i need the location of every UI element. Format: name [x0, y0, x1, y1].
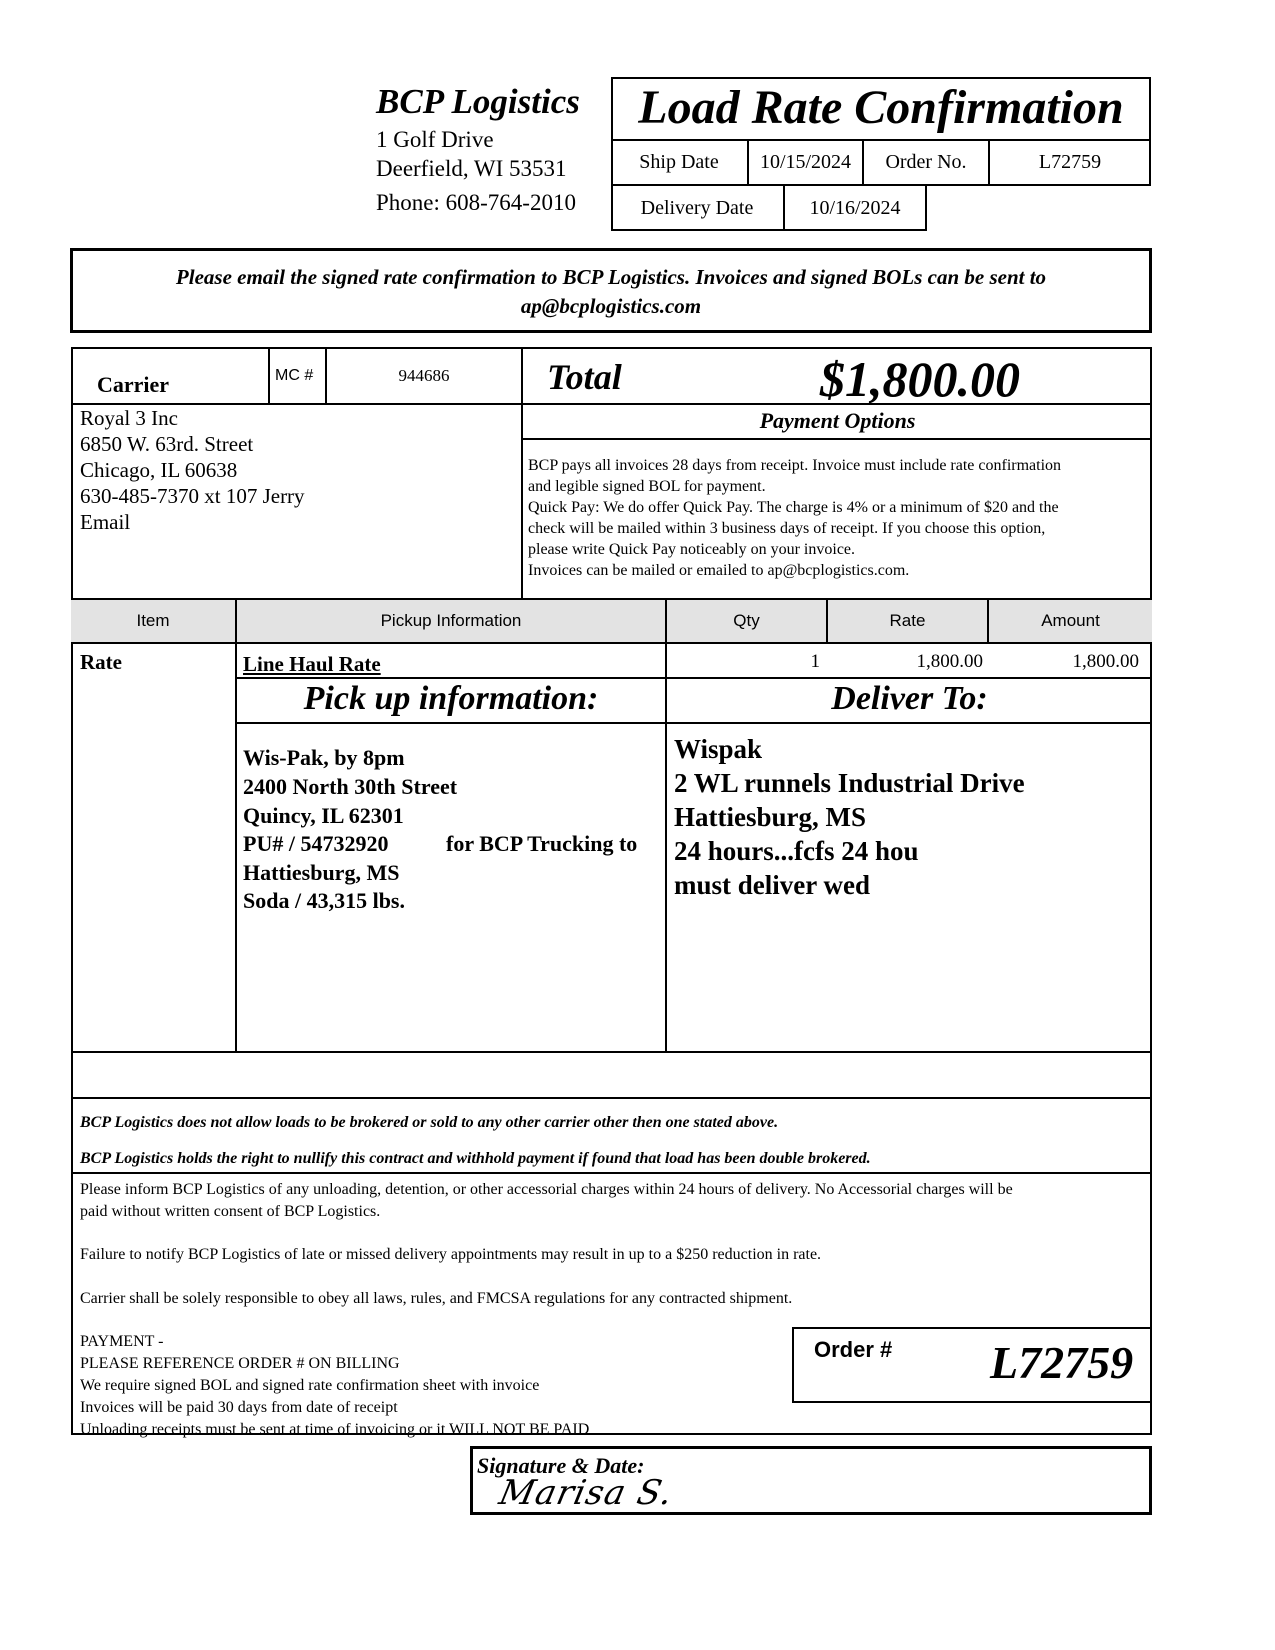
payment-options-title: Payment Options [759, 408, 916, 433]
email-notice-line1: Please email the signed rate confirmation to BCP Logistics. Invoices and signed BOLs can be sent to [175, 265, 1047, 289]
ship-date-label: Ship Date [639, 150, 719, 173]
total-label: Total [547, 357, 622, 397]
carrier-line: Royal 3 Inc [80, 406, 178, 430]
order-number-value: L72759 [990, 1337, 1134, 1388]
delivery-date-label: Delivery Date [640, 196, 754, 219]
table-row-rate: 1,800.00 [916, 651, 983, 672]
terms-accessorial-cont: paid without written consent of BCP Logistics. [80, 1203, 381, 1220]
delivery-line: 2 WL runnels Industrial Drive [674, 768, 1025, 798]
company-name: BCP Logistics [376, 82, 580, 121]
column-header-amount: Amount [1041, 611, 1100, 630]
terms-accessorial: Please inform BCP Logistics of any unloading, detention, or other accessorial charges within 24 hours of delivery. No Accessorial charges will be [80, 1181, 1013, 1198]
mc-value: 944686 [398, 366, 450, 385]
table-row-item: Rate [80, 650, 122, 674]
pickup-line: Quincy, IL 62301 [243, 803, 404, 828]
pickup-line: PU# / 54732920 [243, 831, 389, 856]
email-notice-line2: ap@bcplogistics.com [520, 294, 702, 318]
order-number-label: Order # [814, 1337, 893, 1362]
carrier-line: 630-485-7370 xt 107 Jerry [80, 484, 305, 508]
delivery-line: Wispak [674, 734, 763, 764]
column-header-item: Item [136, 611, 170, 630]
terms-fmcsa: Carrier shall be solely responsible to obey all laws, rules, and FMCSA regulations for any contracted shipment. [80, 1290, 793, 1307]
terms-late-delivery: Failure to notify BCP Logistics of late or missed delivery appointments may result in up to a $250 reduction in rate. [80, 1246, 822, 1263]
pickup-line: Hattiesburg, MS [243, 860, 400, 885]
carrier-line: 6850 W. 63rd. Street [80, 432, 254, 456]
table-row-description: Line Haul Rate [243, 652, 381, 676]
delivery-line: Hattiesburg, MS [674, 802, 866, 832]
company-address1: 1 Golf Drive [376, 127, 494, 152]
document-title: Load Rate Confirmation [638, 81, 1124, 134]
column-header-rate: Rate [889, 611, 926, 630]
signature-label: Signature & Date: [477, 1453, 645, 1478]
policy-double-brokered: BCP Logistics holds the right to nullify this contract and withhold payment if found that load has been double brokered. [80, 1150, 871, 1167]
delivery-date-value: 10/16/2024 [809, 196, 901, 219]
mc-label: MC # [275, 367, 314, 384]
order-no-label: Order No. [885, 150, 967, 173]
pickup-extra: for BCP Trucking to [446, 831, 638, 856]
carrier-label: Carrier [97, 372, 170, 397]
delivery-line: must deliver wed [674, 870, 870, 900]
carrier-line: Chicago, IL 60638 [80, 458, 238, 482]
order-no-value: L72759 [1038, 150, 1102, 173]
terms-payment-line: Unloading receipts must be sent at time of invoicing or it WILL NOT BE PAID [80, 1421, 590, 1438]
policy-brokering: BCP Logistics does not allow loads to be brokered or sold to any other carrier other then one stated above. [80, 1114, 779, 1131]
email-notice-box [70, 248, 1152, 333]
delivery-line: 24 hours...fcfs 24 hou [674, 836, 919, 866]
carrier-line: Email [80, 510, 131, 534]
payment-options-line: Invoices can be mailed or emailed to ap@bcplogistics.com. [528, 562, 910, 579]
payment-options-line: and legible signed BOL for payment. [528, 478, 766, 495]
ship-date-value: 10/15/2024 [759, 150, 852, 173]
payment-options-line: check will be mailed within 3 business days of receipt. If you choose this option, [528, 520, 1046, 537]
pickup-line: Soda / 43,315 lbs. [243, 888, 405, 913]
payment-options-line: Quick Pay: We do offer Quick Pay. The charge is 4% or a minimum of $20 and the [528, 499, 1059, 516]
pickup-line: 2400 North 30th Street [243, 774, 458, 799]
column-header-pickup: Pickup Information [380, 611, 522, 630]
total-value: $1,800.00 [820, 351, 1020, 407]
company-phone: Phone: 608-764-2010 [376, 190, 576, 215]
pickup-line: Wis-Pak, by 8pm [243, 745, 405, 770]
pickup-title: Pick up information: [303, 680, 599, 717]
column-header-qty: Qty [733, 611, 760, 630]
terms-payment-line: Invoices will be paid 30 days from date of receipt [80, 1399, 398, 1416]
signature-handwriting: Marisa S. [495, 1473, 677, 1513]
terms-payment-line: We require signed BOL and signed rate confirmation sheet with invoice [80, 1377, 540, 1394]
payment-options-line: please write Quick Pay noticeably on your invoice. [528, 541, 856, 558]
delivery-title: Deliver To: [831, 680, 988, 717]
payment-options-line: BCP pays all invoices 28 days from receipt. Invoice must include rate confirmation [528, 457, 1062, 474]
terms-payment-line: PLEASE REFERENCE ORDER # ON BILLING [80, 1355, 400, 1372]
table-row-amount: 1,800.00 [1072, 651, 1139, 672]
table-row-qty: 1 [810, 651, 820, 672]
company-address2: Deerfield, WI 53531 [376, 156, 567, 181]
terms-payment-line: PAYMENT - [80, 1333, 164, 1350]
